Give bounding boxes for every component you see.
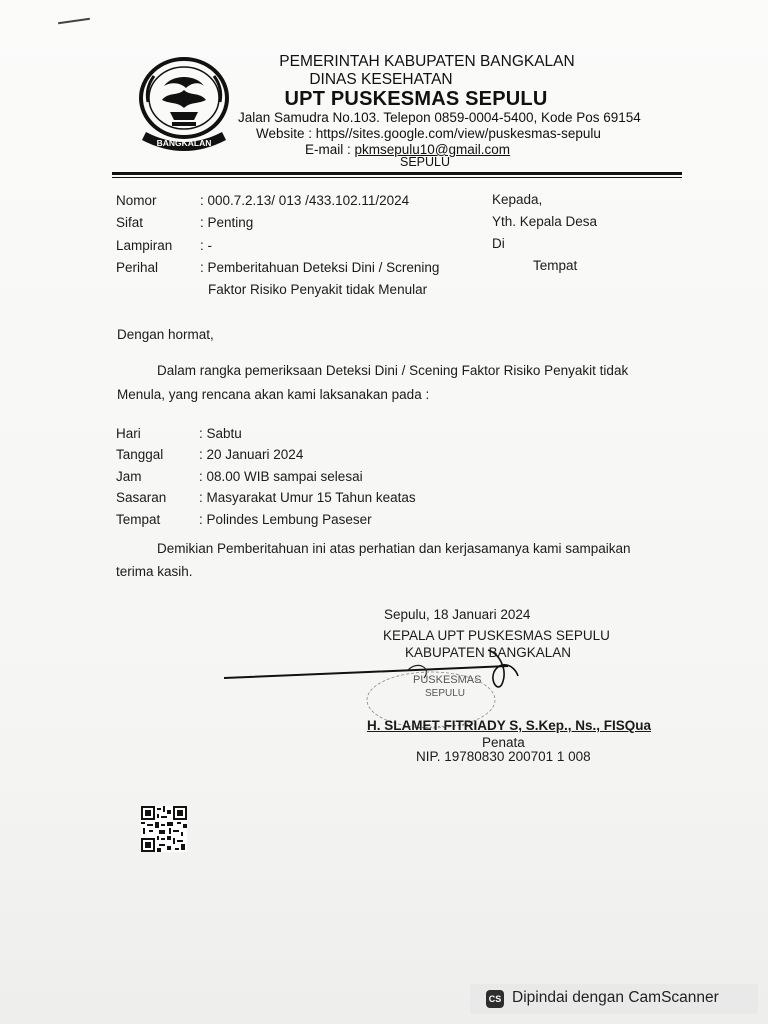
bangkalan-logo-icon xyxy=(134,56,234,160)
paragraph-1-line2: Menula, yang rencana akan kami laksanakan pada : xyxy=(117,387,430,402)
jam-label: Jam xyxy=(116,469,142,484)
tempat-label: Tempat xyxy=(116,512,161,527)
recipient-tempat: Tempat xyxy=(533,258,578,273)
perihal-value-line2: Faktor Risiko Penyakit tidak Menular xyxy=(208,282,428,297)
salutation: Dengan hormat, xyxy=(117,327,214,342)
perihal-value-line1: : Pemberitahuan Deteksi Dini / Screning xyxy=(200,260,440,275)
sasaran-label: Sasaran xyxy=(116,490,167,505)
letterhead-rule-thick xyxy=(112,172,682,175)
paragraph-2-line2: terima kasih. xyxy=(116,564,193,579)
email-link[interactable]: pkmsepulu10@gmail.com xyxy=(354,142,511,157)
camscanner-badge xyxy=(470,984,758,1014)
hari-value: : Sabtu xyxy=(199,426,242,441)
signature-title-1: KEPALA UPT PUSKESMAS SEPULU xyxy=(383,628,610,643)
paragraph-1-line1: Dalam rangka pemeriksaan Deteksi Dini / Scening Faktor Risiko Penyakit tidak xyxy=(157,363,629,378)
letterhead-institution: UPT PUSKESMAS SEPULU xyxy=(284,88,548,110)
lampiran-label: Lampiran xyxy=(116,238,173,253)
tanggal-value: : 20 Januari 2024 xyxy=(199,447,304,462)
nomor-value: : 000.7.2.13/ 013 /433.102.11/2024 xyxy=(200,193,410,208)
letterhead-city: SEPULU xyxy=(399,155,451,169)
signature-place-date: Sepulu, 18 Januari 2024 xyxy=(384,607,531,622)
sifat-value: : Penting xyxy=(200,215,254,230)
letterhead-website: Website : https//sites.google.com/view/puskesmas-sepulu xyxy=(256,126,601,141)
scan-mark xyxy=(58,18,90,24)
jam-value: : 08.00 WIB sampai selesai xyxy=(199,469,363,484)
tempat-value: : Polindes Lembung Paseser xyxy=(199,512,372,527)
sasaran-value: : Masyarakat Umur 15 Tahun keatas xyxy=(199,490,416,505)
recipient-kepada: Kepada, xyxy=(492,192,543,207)
letterhead-address: Jalan Samudra No.103. Telepon 0859-0004-5400, Kode Pos 69154 xyxy=(238,110,641,125)
lampiran-value: : - xyxy=(200,238,212,253)
stamp-text-1: PUSKESMAS xyxy=(413,674,482,686)
qr-code-icon xyxy=(141,806,187,852)
letterhead-rule-thin xyxy=(112,177,682,178)
signatory-nip: NIP. 19780830 200701 1 008 xyxy=(416,749,591,764)
recipient-yth: Yth. Kepala Desa xyxy=(492,214,598,229)
camscanner-icon: CS xyxy=(486,990,504,1008)
signature-title-2: KABUPATEN BANGKALAN xyxy=(405,645,572,660)
paragraph-2-line1: Demikian Pemberitahuan ini atas perhatian dan kerjasamanya kami sampaikan xyxy=(157,541,631,556)
hari-label: Hari xyxy=(116,426,141,441)
stamp-text-2: SEPULU xyxy=(425,688,466,699)
email-label: E-mail : xyxy=(305,142,355,157)
camscanner-text: Dipindai dengan CamScanner xyxy=(512,989,719,1006)
perihal-label: Perihal xyxy=(116,260,159,275)
letterhead-government: PEMERINTAH KABUPATEN BANGKALAN xyxy=(279,53,575,70)
nomor-label: Nomor xyxy=(116,193,157,208)
recipient-di: Di xyxy=(492,236,505,251)
signatory-name: H. SLAMET FITRIADY S, S.Kep., Ns., FISQua xyxy=(367,718,652,733)
signatory-rank: Penata xyxy=(482,735,525,750)
tanggal-label: Tanggal xyxy=(116,447,164,462)
letterhead-department: DINAS KESEHATAN xyxy=(309,71,453,88)
sifat-label: Sifat xyxy=(116,215,144,230)
logo-ribbon-text: BANGKALAN xyxy=(156,138,212,148)
